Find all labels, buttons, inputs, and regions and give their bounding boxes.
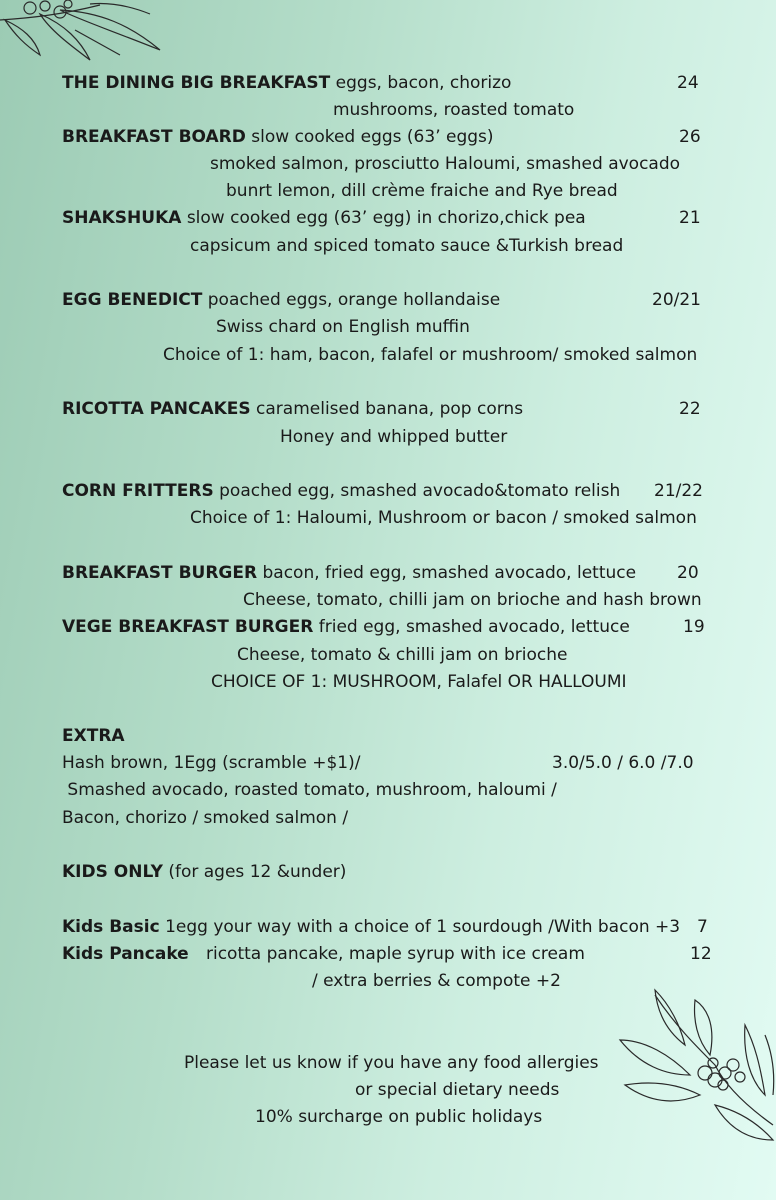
menu-item	[62, 290, 500, 310]
menu-item	[62, 399, 523, 419]
item-name: CORN FRITTERS	[62, 481, 214, 501]
item-price: 22	[679, 399, 701, 419]
item-description-line: Swiss chard on English muffin	[216, 317, 470, 337]
item-description-line: capsicum and spiced tomato sauce &Turkish bread	[190, 236, 624, 256]
item-description: poached egg, smashed avocado&tomato relish	[213, 481, 621, 501]
item-price: 20/21	[652, 290, 701, 310]
surcharge-notice: 10% surcharge on public holidays	[255, 1107, 543, 1127]
item-description: slow cooked egg (63’ egg) in chorizo,chick pea	[181, 208, 586, 228]
item-name: SHAKSHUKA	[62, 208, 182, 228]
item-name: RICOTTA PANCAKES	[62, 399, 251, 419]
item-price: 24	[677, 73, 699, 93]
menu-item	[62, 73, 511, 93]
item-description-line: Choice of 1: ham, bacon, falafel or mushroom/ smoked salmon	[163, 345, 698, 365]
item-description: poached eggs, orange hollandaise	[202, 290, 501, 310]
item-description: caramelised banana, pop corns	[250, 399, 524, 419]
extra-line: Hash brown, 1Egg (scramble +$1)/	[62, 753, 361, 773]
item-description-line: Cheese, tomato, chilli jam on brioche and hash brown	[243, 590, 702, 610]
item-description: fried egg, smashed avocado, lettuce	[313, 617, 630, 637]
item-price: 21/22	[654, 481, 703, 501]
item-description-line: Choice of 1: Haloumi, Mushroom or bacon / smoked salmon	[190, 508, 697, 528]
kids-item	[62, 917, 680, 937]
item-name: BREAKFAST BOARD	[62, 127, 246, 147]
item-description-line: bunrt lemon, dill crème fraiche and Rye bread	[226, 181, 618, 201]
menu-item	[62, 481, 620, 501]
item-price: 7	[697, 917, 708, 937]
extra-line: Smashed avocado, roasted tomato, mushroom, haloumi /	[62, 780, 557, 800]
item-description-line: Cheese, tomato & chilli jam on brioche	[237, 645, 568, 665]
menu-item	[62, 208, 586, 228]
dietary-notice: or special dietary needs	[355, 1080, 560, 1100]
item-name: Kids Basic	[62, 917, 160, 937]
item-description: bacon, fried egg, smashed avocado, lettuce	[257, 563, 637, 583]
extra-line: Bacon, chorizo / smoked salmon /	[62, 808, 349, 828]
item-name: BREAKFAST BURGER	[62, 563, 258, 583]
item-description: ricotta pancake, maple syrup with ice cream	[206, 944, 585, 964]
item-description-line: smoked salmon, prosciutto Haloumi, smashed avocado	[210, 154, 681, 174]
item-description-line: mushrooms, roasted tomato	[333, 100, 575, 120]
kids-age-note: (for ages 12 &under)	[162, 862, 347, 882]
item-description-line: Honey and whipped butter	[280, 427, 508, 447]
extra-price: 3.0/5.0 / 6.0 /7.0	[552, 753, 694, 773]
allergy-notice: Please let us know if you have any food allergies	[184, 1053, 599, 1073]
item-name: VEGE BREAKFAST BURGER	[62, 617, 314, 637]
menu-item	[62, 563, 636, 583]
item-description: eggs, bacon, chorizo	[330, 73, 512, 93]
item-price: 19	[683, 617, 705, 637]
kids-heading: KIDS ONLY (for ages 12 &under)	[62, 862, 347, 882]
item-price: 12	[690, 944, 712, 964]
item-name: EGG BENEDICT	[62, 290, 203, 310]
item-price: 21	[679, 208, 701, 228]
item-price: 20	[677, 563, 699, 583]
extra-heading: EXTRA	[62, 726, 125, 746]
menu-item	[62, 617, 630, 637]
menu-item	[62, 127, 494, 147]
item-description-line: CHOICE OF 1: MUSHROOM, Falafel OR HALLOUMI	[211, 672, 627, 692]
item-description: 1egg your way with a choice of 1 sourdough /With bacon +3	[159, 917, 681, 937]
item-name: THE DINING BIG BREAKFAST	[62, 73, 331, 93]
item-description-line: / extra berries & compote +2	[312, 971, 561, 991]
item-price: 26	[679, 127, 701, 147]
kids-item-name: Kids Pancake	[62, 944, 189, 964]
item-description: slow cooked eggs (63’ eggs)	[245, 127, 494, 147]
